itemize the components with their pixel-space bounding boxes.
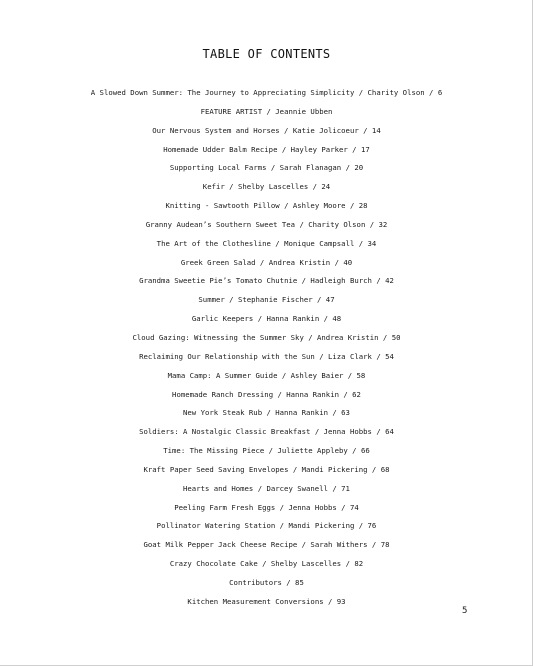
page-number: 5 [462,606,468,616]
toc-entry: FEATURE ARTIST / Jeannie Ubben [200,106,333,116]
toc-entry: Pollinator Watering Station / Mandi Pickering / 76 [156,521,377,531]
toc-entry: Contributors / 85 [229,577,304,587]
toc-entry: Knitting - Sawtooth Pillow / Ashley Moore / 28 [165,201,368,211]
toc-entry: Cloud Gazing: Witnessing the Summer Sky / Andrea Kristin / 50 [132,332,401,342]
toc-entry: A Slowed Down Summer: The Journey to Appreciating Simplicity / Charity Olson / 6 [90,88,443,97]
toc-entry: Mama Camp: A Summer Guide / Ashley Baier / 58 [167,370,366,380]
toc-entry: Our Nervous System and Horses / Katie Jolicoeur / 14 [152,125,381,135]
toc-entry: Kefir / Shelby Lascelles / 24 [202,182,331,192]
toc-entry: Goat Milk Pepper Jack Cheese Recipe / Sarah Withers / 78 [143,540,390,550]
toc-entry: Homemade Udder Balm Recipe / Hayley Parker / 17 [163,144,370,154]
toc-entry: Soldiers: A Nostalgic Classic Breakfast / Jenna Hobbs / 64 [139,427,394,437]
toc-entry: Kitchen Measurement Conversions / 93 [187,596,346,606]
toc-entry: Grandma Sweetie Pie’s Tomato Chutnie / Hadleigh Burch / 42 [139,276,394,286]
toc-entry: The Art of the Clothesline / Monique Campsall / 34 [156,238,377,248]
toc-entry: Garlic Keepers / Hanna Rankin / 48 [191,314,342,324]
toc-entry: Peeling Farm Fresh Eggs / Jenna Hobbs / 74 [174,502,359,512]
toc-entry: Reclaiming Our Relationship with the Sun / Liza Clark / 54 [139,351,394,361]
toc-entry: Supporting Local Farms / Sarah Flanagan / 20 [169,163,364,173]
toc-entry: Kraft Paper Seed Saving Envelopes / Mandi Pickering / 68 [143,464,390,474]
toc-entry: Time: The Missing Piece / Juliette Appleby / 66 [163,446,370,456]
toc-entry: Granny Audean’s Southern Sweet Tea / Charity Olson / 32 [145,219,388,229]
toc-entry: Homemade Ranch Dressing / Hanna Rankin / 62 [172,389,361,399]
toc-entry: Greek Green Salad / Andrea Kristin / 40 [180,257,353,267]
toc-entry: Summer / Stephanie Fischer / 47 [198,295,335,305]
page-title: TABLE OF CONTENTS [202,47,331,61]
toc-entry: Hearts and Homes / Darcey Swanell / 71 [183,483,350,493]
toc-entry: Crazy Chocolate Cake / Shelby Lascelles / 82 [169,559,364,569]
toc-entry: New York Steak Rub / Hanna Rankin / 63 [183,408,350,418]
table-of-contents [0,87,533,615]
